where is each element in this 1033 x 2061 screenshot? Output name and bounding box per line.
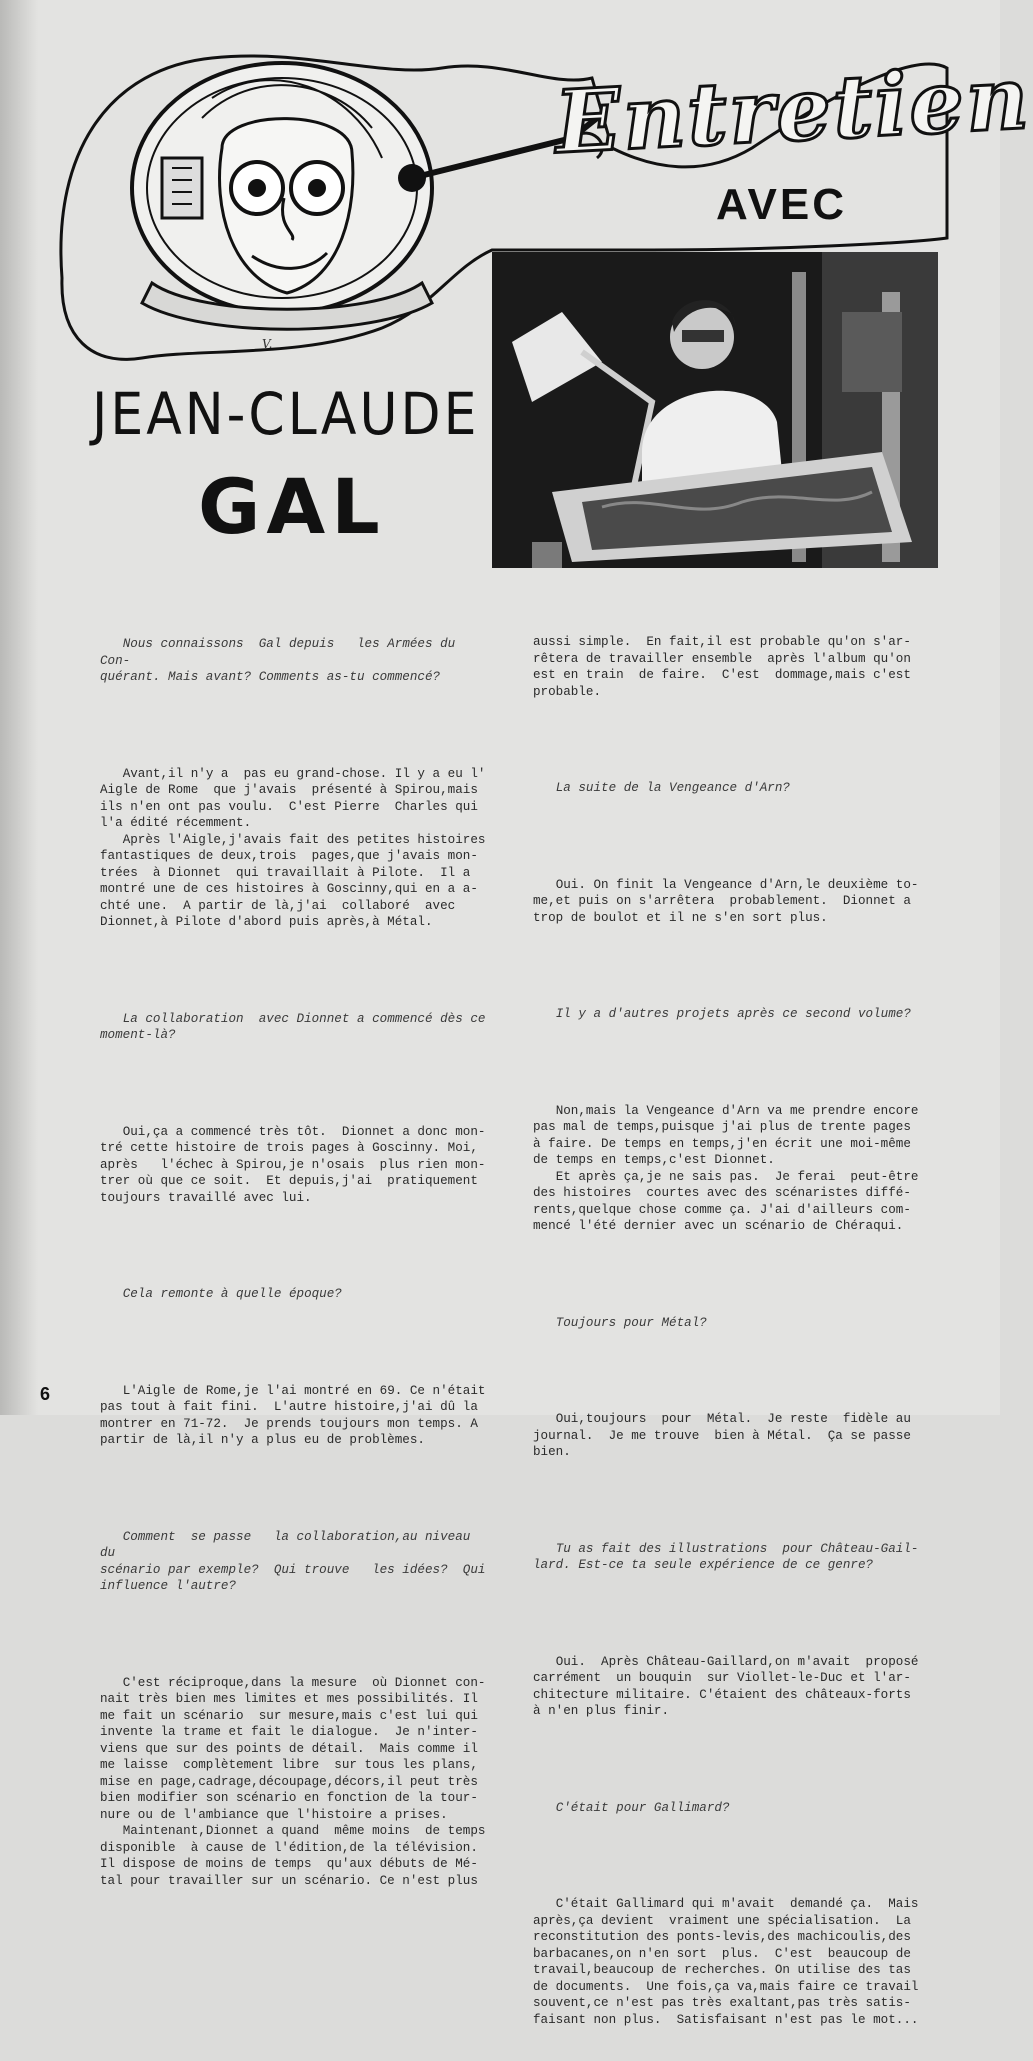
title-entretien: Entretien bbox=[552, 47, 1033, 174]
artist-photograph bbox=[492, 252, 938, 568]
interview-answer: Oui. Après Château-Gaillard,on m'avait proposé carrément un bouquin sur Viollet-le-Duc et l'ar- chitecture militaire. C'étaient des châteaux-forts à n'en plus finir. bbox=[533, 1654, 919, 1718]
interview-answer: Avant,il n'y a pas eu grand-chose. Il y a eu l' Aigle de Rome que j'avais présenté à Spirou,mais ils n'en ont pas voulu. C'est Pierre Charles qui l'a édité récemment. Après l'Aigle,j'avais fait des petites histoires fantastiques de deux,trois pages,que j'avais mon- trées à Dionnet qui travaillait à Pilote. Il a montré une de ces histoires à Goscinny,qui en a a- chté une. A partir de là,j'ai collaboré avec Dionnet,à Pilote d'abord puis après,à Métal. bbox=[100, 766, 486, 929]
interview-question: Tu as fait des illustrations pour Château-Gail- lard. Est-ce ta seule expérience de ce genre? bbox=[533, 1541, 919, 1572]
interview-answer: aussi simple. En fait,il est probable qu'on s'ar- rêtera de travailler ensemble après l'album qu'on est en train de faire. C'est dommage,mais c'est probable. bbox=[533, 635, 911, 699]
interview-answer: C'était Gallimard qui m'avait demandé ça. Mais après,ça devient vraiment une spécialisation. La reconstitution des ponts-levis,des machicoulis,des barbacanes,on n'en sort plus. C'est beaucoup de travail,beaucoup de recherches. On utilise des tas de documents. Une fois,ça va,mais faire ce travail souvent,ce n'est pas très exaltant,pas très satis- faisant non plus. Satisfaisant n'est pas le mot... bbox=[533, 1897, 919, 2027]
interview-answer: C'est réciproque,dans la mesure où Dionnet con- nait très bien mes limites et mes possibilités. Il me fait un scénario sur mesure,mais c'est lui qui invente la trame et fait le dialogue. Je n'inter- viens que sur des points de détail. Mais comme il me laisse complètement libre sur tous les plans, mise en page,cadrage,découpage,décors,il peut très bien modifier son scénario en fonction de la tour- nure ou de l'ambiance que l'histoire a prises. Maintenant,Dionnet a quand même moins de temps disponible à cause de l'édition,de la télévision. Il dispose de moins de temps qu'aux débuts de Mé- tal pour travailler sur un scénario. Ce n'est plus bbox=[100, 1675, 486, 1888]
title-avec: AVEC bbox=[716, 180, 847, 229]
interview-question: Nous connaissons Gal depuis les Armées du Con- quérant. Mais avant? Comments as-tu commencé? bbox=[100, 637, 456, 684]
interview-answer: Non,mais la Vengeance d'Arn va me prendre encore pas mal de temps,puisque j'ai plus de trente pages à faire. De temps en temps,j'en écrit une moi-même de temps en temps,c'est Dionnet. Et après ça,je ne sais pas. Je ferai peut-être des histoires courtes avec des scénaristes diffé- rents,quelque chose comme ça. J'ai d'ailleurs com- mencé l'été dernier avec un scénario de Chéraqui. bbox=[533, 1103, 919, 1233]
interview-question: Toujours pour Métal? bbox=[533, 1315, 707, 1330]
interviewee-last-name: GAL bbox=[198, 462, 386, 551]
interview-answer: L'Aigle de Rome,je l'ai montré en 69. Ce n'était pas tout à fait fini. L'autre histoire,j'ai dû la montrer en 71-72. Je prends toujours mon temps. A partir de là,il n'y a plus eu de problèmes. bbox=[100, 1383, 486, 1447]
interviewee-first-name: JEAN-CLAUDE bbox=[92, 381, 480, 449]
article-column-right bbox=[533, 601, 953, 2061]
interview-question: La suite de la Vengeance d'Arn? bbox=[533, 781, 790, 795]
interview-answer: Oui,ça a commencé très tôt. Dionnet a donc mon- tré cette histoire de trois pages à Goscinny. Moi, après l'échec à Spirou,je n'osais plus rien mon- trer où que ce soit. Et depuis,j'ai pratiquement toujours travaillé avec lui. bbox=[100, 1124, 486, 1205]
interview-answer: Oui. On finit la Vengeance d'Arn,le deuxième to- me,et puis on s'arrêtera probablement. Dionnet a trop de boulot et il ne s'en sort plus. bbox=[533, 877, 919, 925]
svg-text:V.: V. bbox=[262, 337, 273, 351]
interview-question: Il y a d'autres projets après ce second volume? bbox=[533, 1007, 911, 1021]
interview-answer: Oui,toujours pour Métal. Je reste fidèle au journal. Je me trouve bien à Métal. Ça se passe bien. bbox=[533, 1412, 911, 1459]
page-number: 6 bbox=[40, 1384, 51, 1404]
binding-shadow bbox=[0, 0, 38, 1415]
article-column-left bbox=[100, 603, 490, 1922]
interview-question: Cela remonte à quelle époque? bbox=[100, 1287, 342, 1301]
interview-question: Comment se passe la collaboration,au niveau du scénario par exemple? Qui trouve les idées? Qui influence l'autre? bbox=[100, 1529, 486, 1593]
interview-question: La collaboration avec Dionnet a commencé dès ce moment-là? bbox=[100, 1011, 486, 1042]
interview-question: C'était pour Gallimard? bbox=[533, 1800, 730, 1815]
